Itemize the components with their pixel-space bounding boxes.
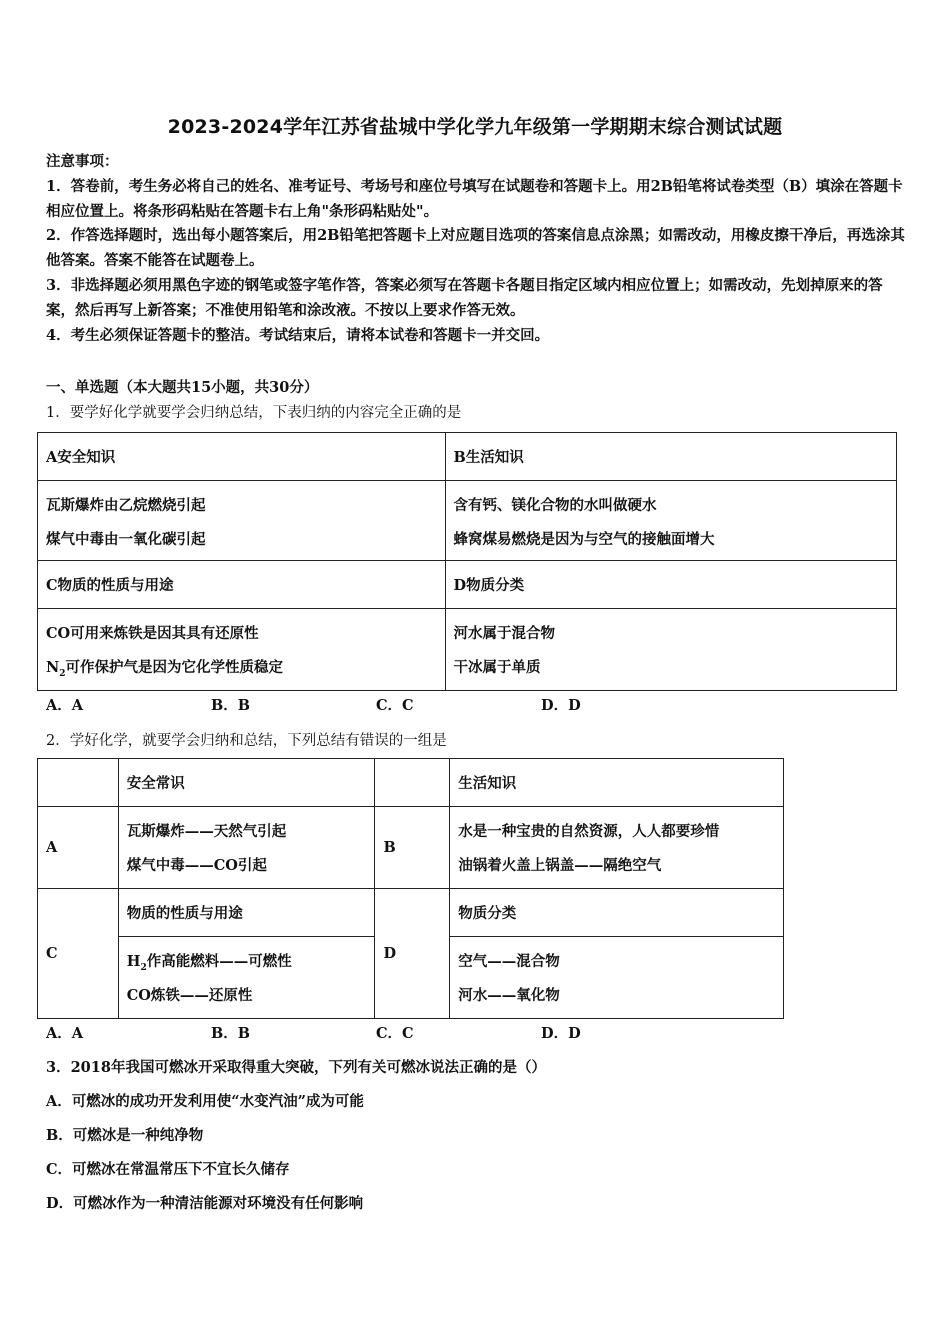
- option-d[interactable]: D．可燃冰作为一种清洁能源对环境没有任何影响: [46, 1195, 364, 1212]
- option-b[interactable]: B．B: [211, 1025, 251, 1042]
- option-c[interactable]: C．C: [376, 697, 414, 714]
- cell-text: 煤气中毒由一氧化碳引起: [46, 531, 206, 548]
- cell-text: 干冰属于单质: [453, 659, 541, 676]
- formula-symbol: N: [46, 659, 60, 676]
- cell-a-content: [38, 481, 446, 561]
- cell-c-heading: 物质的性质与用途: [118, 889, 375, 937]
- notice-block: [46, 150, 908, 348]
- page-title: 2023-2024学年江苏省盐城中学化学九年级第一学期期末综合测试试题: [167, 116, 783, 138]
- option-b[interactable]: B．可燃冰是一种纯净物: [46, 1127, 204, 1144]
- row-label-b: B: [375, 807, 450, 889]
- cell-b-content: [450, 807, 784, 889]
- question-1-stem: 1．要学好化学就要学会归纳总结，下表归纳的内容完全正确的是: [46, 405, 462, 421]
- option-d[interactable]: D．D: [541, 1025, 581, 1042]
- cell-text: 煤气中毒——CO引起: [126, 857, 267, 874]
- option-c[interactable]: C．C: [376, 1025, 414, 1042]
- cell-text: 河水属于混合物: [453, 625, 556, 642]
- cell-b-content: [445, 481, 896, 561]
- cell-d-heading: 物质分类: [450, 889, 784, 937]
- notice-item: 3．非选择题必须用黑色字迹的钢笔或签字笔作答，答案必须写在答题卡各题目指定区域内相应位置上；如需改动，先划掉原来的答案，然后再写上新答案；不准使用铅笔和涂改液。不按以上要求作答无效。: [46, 276, 883, 319]
- cell-d-content: [450, 937, 784, 1019]
- cell-text: 水是一种宝贵的自然资源，人人都要珍惜: [458, 823, 720, 840]
- question-1-options: [46, 694, 706, 715]
- notice-heading: 注意事项：: [46, 153, 119, 170]
- cell-c-content: [38, 609, 446, 691]
- question-1-table: [37, 432, 897, 691]
- cell-text: 河水——氧化物: [458, 987, 560, 1004]
- header-safety: 安全常识: [118, 759, 375, 807]
- question-3-stem: 3．2018年我国可燃冰开采取得重大突破，下列有关可燃冰说法正确的是（）: [46, 1059, 546, 1076]
- cell-c-heading: C物质的性质与用途: [38, 561, 446, 609]
- option-b[interactable]: B．B: [211, 697, 251, 714]
- notice-item: 2．作答选择题时，选出每小题答案后，用2B铅笔把答题卡上对应题目选项的答案信息点涂黑；如需改动，用橡皮擦干净后，再选涂其他答案。答案不能答在试题卷上。: [46, 227, 905, 270]
- cell-a-heading: A安全知识: [38, 433, 446, 481]
- cell-b-heading: B生活知识: [445, 433, 896, 481]
- cell-text: CO可用来炼铁是因其具有还原性: [46, 625, 259, 642]
- blank-cell: [375, 759, 450, 807]
- row-label-c: C: [38, 889, 119, 1019]
- cell-text: 空气——混合物: [458, 953, 560, 970]
- cell-text: 蜂窝煤易燃烧是因为与空气的接触面增大: [453, 531, 715, 548]
- formula-symbol: H: [126, 953, 141, 970]
- question-2-options: [46, 1022, 706, 1043]
- cell-a-content: [118, 807, 375, 889]
- cell-text: 含有钙、镁化合物的水叫做硬水: [453, 497, 657, 514]
- header-life: 生活知识: [450, 759, 784, 807]
- notice-item: 1．答卷前，考生务必将自己的姓名、准考证号、考场号和座位号填写在试题卷和答题卡上。用2B铅笔将试卷类型（B）填涂在答题卡相应位置上。将条形码粘贴在答题卡右上角"条形码粘贴处"。: [46, 177, 903, 220]
- cell-c-content: [118, 937, 375, 1019]
- cell-text: 瓦斯爆炸由乙烷燃烧引起: [46, 497, 206, 514]
- cell-text: 油锅着火盖上锅盖——隔绝空气: [458, 857, 662, 874]
- option-a[interactable]: A．A: [46, 697, 84, 714]
- option-a[interactable]: A．A: [46, 1025, 84, 1042]
- formula-subscript: 2: [140, 962, 147, 973]
- option-d[interactable]: D．D: [541, 697, 581, 714]
- cell-d-heading: D物质分类: [445, 561, 896, 609]
- option-c[interactable]: C．可燃冰在常温常压下不宜长久储存: [46, 1161, 290, 1178]
- cell-text: CO炼铁——还原性: [126, 987, 253, 1004]
- formula-text: 可作保护气是因为它化学性质稳定: [65, 659, 284, 676]
- question-2-table: [37, 758, 784, 1019]
- question-2-stem: 2．学好化学，就要学会归纳和总结，下列总结有错误的一组是: [46, 733, 447, 749]
- cell-d-content: [445, 609, 896, 691]
- section-heading: 一、单选题（本大题共15小题，共30分）: [46, 379, 319, 396]
- notice-item: 4．考生必须保证答题卡的整洁。考试结束后，请将本试卷和答题卡一并交回。: [46, 326, 550, 344]
- cell-text: 瓦斯爆炸——天然气引起: [126, 823, 287, 840]
- option-a[interactable]: A．可燃冰的成功开发利用使“水变汽油”成为可能: [46, 1093, 364, 1110]
- formula-subscript: 2: [59, 668, 66, 679]
- cell-text: [127, 945, 367, 979]
- row-label-a: A: [38, 807, 119, 889]
- blank-cell: [38, 759, 119, 807]
- row-label-d: D: [375, 889, 450, 1019]
- cell-text: [46, 651, 437, 685]
- formula-text: 作高能燃料——可燃性: [146, 953, 292, 970]
